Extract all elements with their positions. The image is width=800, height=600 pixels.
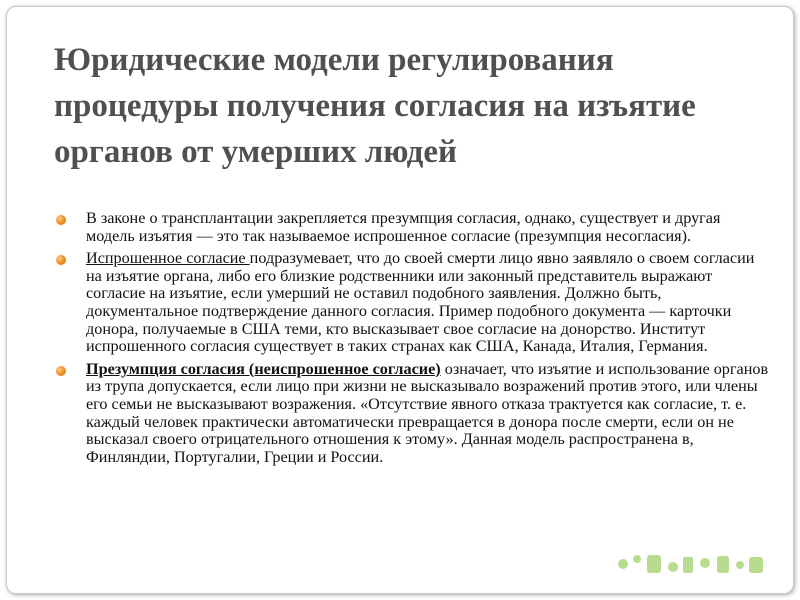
item-text: подразумевает, что до своей смерти лицо явно заявляло о своем согласии на изъятие органа, либо его близкие родственники или законный представитель выражают согласие на изъятие, если умерший не оставил подобного заявления. Должно быть, документальное подтверждение данного согласия. Пример подобного документа — карточки донора, получаемые в США теми, кто высказывает свое согласие на донорство. Институт испрошенного согласия существует в таких странах как США, Канада, Италия, Германия. (86, 249, 755, 356)
item-term: Испрошенное согласие (86, 249, 250, 268)
item-text: В законе о трансплантации закрепляется презумпция согласия, однако, существует и другая модель изъятия — это так называемое испрошенное согласие (презумпция несогласия). (86, 209, 721, 245)
list-item (55, 250, 770, 356)
watermark-logo-icon (615, 547, 770, 581)
item-text: означает, что изъятие и использование органов из трупа допускается, если лицо при жизни не высказывало возражений против этого, или члены его семьи не высказывают возражения. «Отсутствие явного отказа трактуется как согласие, т. е. каждый человек практически автоматически превращается в донора после смерти, если он не высказал своего отрицательного отношения к этому». Данная модель распространена в, Финляндии, Португалии, Греции и России. (86, 359, 769, 466)
item-term: Презумпция согласия (неиспрошенное согласие) (86, 359, 441, 378)
bullet-icon (56, 255, 66, 265)
bullet-list (55, 210, 770, 471)
bullet-icon (56, 215, 66, 225)
slide (6, 6, 794, 594)
bullet-icon (56, 366, 66, 376)
list-item (55, 361, 770, 467)
slide-title: Юридические модели регулирования процедуры получения согласия на изъятие органов от умерших людей (54, 42, 696, 170)
list-item (55, 210, 770, 245)
